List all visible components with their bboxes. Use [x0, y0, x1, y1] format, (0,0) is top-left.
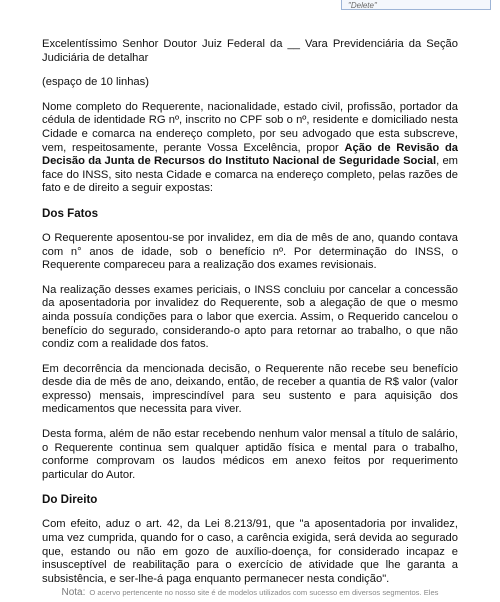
salutation: Excelentíssimo Senhor Doutor Juiz Federal da __ Vara Previdenciária da Seção Judiciária de detalhar — [42, 38, 458, 64]
petition-document — [42, 38, 458, 597]
intro-text-1: Nome completo do Requerente, nacionalidade, estado civil, profissão, portador da cédula de identidade RG nº, inscrito no CPF sob o nº, residente e domiciliado nesta Cidade e comarca na endereço completo, por seu advogado que esta subscreve, vem, respeitosamente, perante Vossa Excelência, propor — [42, 100, 458, 154]
footer-note-text: O acervo pertencente no nosso site é de modelos utilizados com sucesso em diversos segmentos. Eles — [89, 588, 439, 597]
spacing-note: (espaço de 10 linhas) — [42, 76, 149, 89]
intro-paragraph — [42, 101, 458, 196]
direito-paragraph-1: Com efeito, aduz o art. 42, da Lei 8.213/91, que "a aposentadoria por invalidez, uma vez cumprida, quando for o caso, a carência exigida, será devida ao segurado que, estando ou não em gozo de auxílio-doença, for considerado incapaz e insusceptível de reabilitação para o exercício de atividade que lhe garanta a subsistência, e ser-lhe-á paga enquanto permanecer nesta condição". — [42, 518, 458, 585]
action-title: Ação de Revisão da Decisão da Junta de Recursos do Instituto Nacional de Seguridade Social — [42, 141, 458, 168]
section-heading-fatos: Dos Fatos — [42, 206, 99, 220]
delete-field[interactable]: "Delete" — [341, 0, 491, 10]
top-toolbar — [0, 0, 500, 12]
fatos-paragraph-3: Em decorrência da mencionada decisão, o Requerente não recebe seu benefício desde dia de mês de ano, deixando, então, de receber a quantia de R$ valor (valor expresso) mensais, imprescindível para seu sustento e para aquisição dos medicamentos que necessita para viver. — [42, 362, 458, 416]
footer-note-label: Nota: — [61, 588, 86, 598]
fatos-paragraph-1: O Requerente aposentou-se por invalidez, em dia de mês de ano, quando contava com n° anos de idade, sob o benefício nº. Por determinação do INSS, o Requerente compareceu para a realização dos exames revisionais. — [42, 231, 458, 272]
intro-text-2: , em face do INSS, sito nesta Cidade e comarca na endereço completo, pelas razões de fato e de direito a seguir expostas: — [42, 155, 458, 195]
fatos-paragraph-4: Desta forma, além de não estar recebendo nenhum valor mensal a título de salário, o Requerente continua sem qualquer aptidão física e mental para o trabalho, conforme comprovam os laudos médicos em anexo feitos por requerimento particular do Autor. — [42, 428, 458, 481]
section-heading-direito: Do Direito — [42, 493, 98, 507]
fatos-paragraph-2: Na realização desses exames periciais, o INSS concluiu por cancelar a concessão da aposentadoria por invalidez do Requerente, sob a alegação de que o mesmo ainda possuía condições para o labor que exercia. Assim, o Requerido cancelou o benefício do segurado, considerando-o apto para retornar ao trabalho, o que não condiz com a realidade dos fatos. — [42, 283, 458, 351]
